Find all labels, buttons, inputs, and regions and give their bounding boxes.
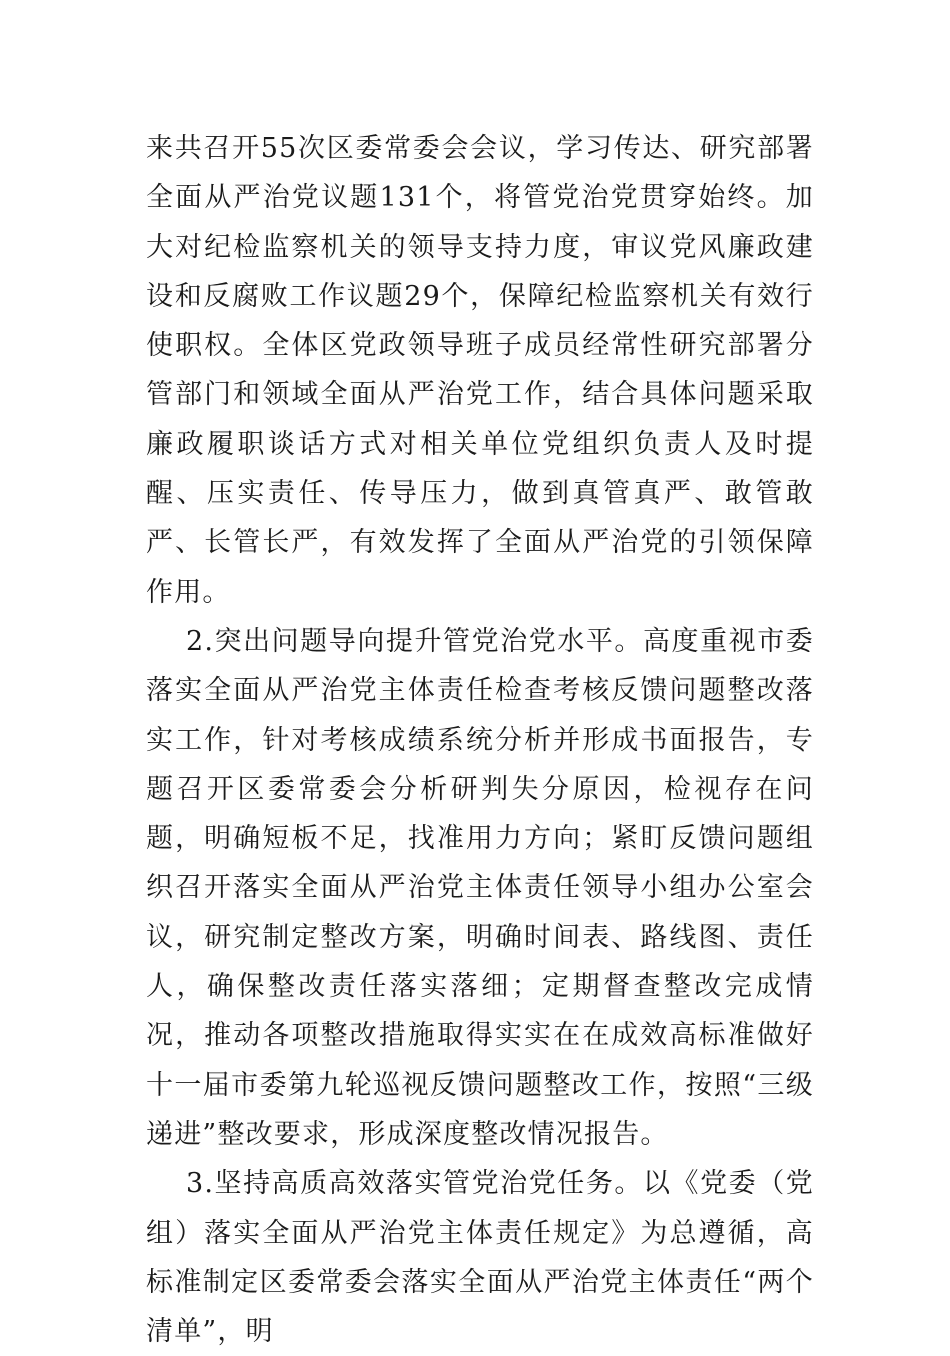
paragraph-item-2: 2.突出问题导向提升管党治党水平。高度重视市委落实全面从严治党主体责任检查考核反馈问题整改落实工作，针对考核成绩系统分析并形成书面报告，专题召开区委常委会分析研判失分原因，检视存在问题，明确短板不足，找准用力方向；紧盯反馈问题组织召开落实全面从严治党主体责任领导小组办公室会议，研究制定整改方案，明确时间表、路线图、责任人，确保整改责任落实落细；定期督查整改完成情况，推动各项整改措施取得实实在在成效高标准做好十一届市委第九轮巡视反馈问题整改工作，按照“三级递进”整改要求，形成深度整改情况报告。 [146,625,814,1150]
paragraph-continuation: 来共召开55次区委常委会会议，学习传达、研究部署全面从严治党议题131个，将管党治党贯穿始终。加大对纪检监察机关的领导支持力度，审议党风廉政建设和反腐败工作议题29个，保障纪检监察机关有效行使职权。全体区党政领导班子成员经常性研究部署分管部门和领域全面从严治党工作，结合具体问题采取廉政履职谈话方式对相关单位党组织负责人及时提醒、压实责任、传导压力，做到真管真严、敢管敢严、长管长严，有效发挥了全面从严治党的引领保障作用。 [146,133,814,608]
paragraph-item-3: 3.坚持高质高效落实管党治党任务。以《党委（党组）落实全面从严治党主体责任规定》为总遵循，高标准制定区委常委会落实全面从严治党主体责任“两个清单”，明 [146,1168,814,1348]
document-body [146,124,814,1356]
